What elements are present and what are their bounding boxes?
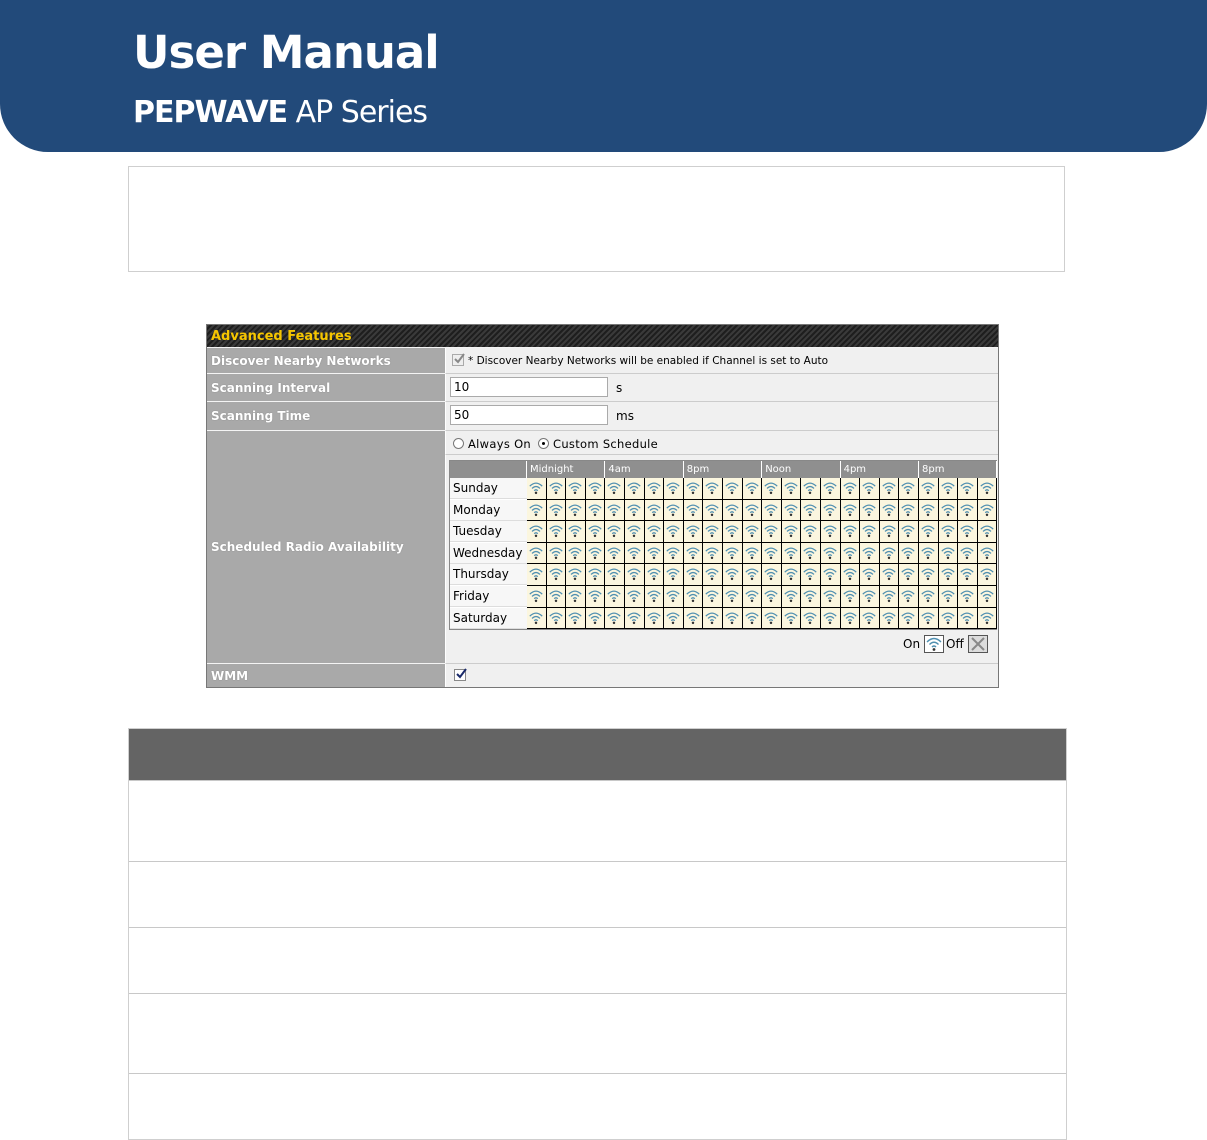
schedule-hour-cell[interactable] xyxy=(625,521,645,543)
schedule-hour-cell[interactable] xyxy=(625,608,645,630)
scanning-interval-input[interactable]: 10 xyxy=(450,377,608,397)
panel-header xyxy=(207,325,998,347)
schedule-hour-cell[interactable] xyxy=(586,543,606,565)
legend-on-label: On xyxy=(903,637,921,651)
schedule-hour-cell[interactable] xyxy=(664,521,684,543)
brand-name: PEPWAVE xyxy=(133,95,288,130)
schedule-hour-cell[interactable] xyxy=(762,500,782,522)
scanning-time-label: Scanning Time xyxy=(207,402,445,431)
schedule-hour-cell[interactable] xyxy=(664,543,684,565)
schedule-time-header: 8pm xyxy=(684,461,762,478)
schedule-hour-cell[interactable] xyxy=(723,564,743,586)
schedule-hour-cell[interactable] xyxy=(664,608,684,630)
schedule-hour-cell[interactable] xyxy=(939,586,959,608)
schedule-hour-cell[interactable] xyxy=(801,500,821,522)
schedule-hour-cell[interactable] xyxy=(645,608,665,630)
schedule-hour-cell[interactable] xyxy=(703,521,723,543)
schedule-hour-cell[interactable] xyxy=(547,521,567,543)
schedule-hour-cell[interactable] xyxy=(743,521,763,543)
schedule-hour-cell[interactable] xyxy=(899,586,919,608)
schedule-day-label: Monday xyxy=(450,500,527,521)
schedule-hour-cell[interactable] xyxy=(978,608,998,630)
schedule-hour-cell[interactable] xyxy=(899,521,919,543)
schedule-hour-cell[interactable] xyxy=(743,478,763,500)
schedule-hour-cell[interactable] xyxy=(860,564,880,586)
schedule-hour-cell[interactable] xyxy=(880,478,900,500)
schedule-hour-cell[interactable] xyxy=(527,500,547,522)
wmm-checkbox[interactable] xyxy=(454,669,466,681)
schedule-hour-cell[interactable] xyxy=(625,586,645,608)
schedule-hour-cell[interactable] xyxy=(821,478,841,500)
schedule-time-header: 4pm xyxy=(841,461,919,478)
schedule-hour-cell[interactable] xyxy=(860,521,880,543)
schedule-header-blank xyxy=(450,461,527,478)
schedule-hour-cell[interactable] xyxy=(821,500,841,522)
schedule-hour-cell[interactable] xyxy=(684,608,704,630)
discover-label: Discover Nearby Networks xyxy=(207,348,445,374)
schedule-hour-cell[interactable] xyxy=(801,543,821,565)
table-row xyxy=(129,780,1066,861)
schedule-hour-cell[interactable] xyxy=(547,564,567,586)
schedule-day-label: Saturday xyxy=(450,608,527,629)
schedule-hour-cell[interactable] xyxy=(703,478,723,500)
schedule-hour-cell[interactable] xyxy=(625,500,645,522)
schedule-hour-cell[interactable] xyxy=(919,521,939,543)
schedule-hour-cell[interactable] xyxy=(841,543,861,565)
scanning-interval-label: Scanning Interval xyxy=(207,374,445,402)
schedule-hour-cell[interactable] xyxy=(958,543,978,565)
schedule-hour-cell[interactable] xyxy=(586,586,606,608)
schedule-hour-cell[interactable] xyxy=(939,521,959,543)
schedule-hour-cell[interactable] xyxy=(821,521,841,543)
schedule-hour-cell[interactable] xyxy=(547,543,567,565)
schedule-hour-cell[interactable] xyxy=(978,521,998,543)
custom-schedule-radio[interactable] xyxy=(538,438,549,449)
table-row xyxy=(129,1073,1066,1139)
schedule-hour-cell[interactable] xyxy=(880,521,900,543)
schedule-hour-cell[interactable] xyxy=(605,543,625,565)
schedule-hour-cell[interactable] xyxy=(547,608,567,630)
schedule-hour-cell[interactable] xyxy=(566,564,586,586)
schedule-hour-cell[interactable] xyxy=(899,608,919,630)
description-table xyxy=(128,728,1067,1140)
schedule-hour-cell[interactable] xyxy=(723,543,743,565)
schedule-hour-cell[interactable] xyxy=(939,500,959,522)
manual-title: User Manual xyxy=(133,26,439,79)
discover-note: * Discover Nearby Networks will be enabled if Channel is set to Auto xyxy=(468,355,829,367)
schedule-hour-cell[interactable] xyxy=(939,543,959,565)
schedule-hour-cell[interactable] xyxy=(762,608,782,630)
advanced-features-panel xyxy=(206,324,999,688)
schedule-time-header: Midnight xyxy=(527,461,605,478)
schedule-day-label: Tuesday xyxy=(450,521,527,542)
schedule-hour-cell[interactable] xyxy=(880,586,900,608)
schedule-hour-cell[interactable] xyxy=(527,564,547,586)
schedule-hour-cell[interactable] xyxy=(782,521,802,543)
legend-on-icon xyxy=(924,635,944,653)
manual-subtitle xyxy=(133,95,427,130)
schedule-hour-cell[interactable] xyxy=(703,500,723,522)
table-row xyxy=(129,927,1066,993)
schedule-day-label: Friday xyxy=(450,586,527,607)
schedule-hour-cell[interactable] xyxy=(880,500,900,522)
schedule-hour-cell[interactable] xyxy=(743,608,763,630)
schedule-hour-cell[interactable] xyxy=(782,478,802,500)
schedule-hour-cell[interactable] xyxy=(723,608,743,630)
schedule-hour-cell[interactable] xyxy=(782,608,802,630)
schedule-hour-cell[interactable] xyxy=(801,478,821,500)
schedule-hour-cell[interactable] xyxy=(664,478,684,500)
schedule-hour-cell[interactable] xyxy=(821,586,841,608)
schedule-hour-cell[interactable] xyxy=(762,543,782,565)
schedule-hour-cell[interactable] xyxy=(723,478,743,500)
schedule-hour-cell[interactable] xyxy=(527,521,547,543)
schedule-hour-cell[interactable] xyxy=(723,521,743,543)
schedule-hour-cell[interactable] xyxy=(743,543,763,565)
schedule-hour-cell[interactable] xyxy=(899,543,919,565)
schedule-hour-cell[interactable] xyxy=(703,608,723,630)
schedule-hour-cell[interactable] xyxy=(566,521,586,543)
schedule-hour-cell[interactable] xyxy=(664,586,684,608)
schedule-hour-cell[interactable] xyxy=(978,586,998,608)
schedule-hour-cell[interactable] xyxy=(860,608,880,630)
schedule-hour-cell[interactable] xyxy=(821,608,841,630)
schedule-hour-cell[interactable] xyxy=(978,478,998,500)
table-row xyxy=(129,861,1066,927)
schedule-hour-cell[interactable] xyxy=(958,586,978,608)
legend-off-label: Off xyxy=(946,637,964,651)
schedule-hour-cell[interactable] xyxy=(703,543,723,565)
scanning-time-unit: ms xyxy=(616,409,634,423)
text-box xyxy=(128,166,1065,272)
schedule-time-header: 8pm xyxy=(919,461,997,478)
schedule-hour-cell[interactable] xyxy=(860,500,880,522)
schedule-hour-cell[interactable] xyxy=(605,564,625,586)
schedule-hour-cell[interactable] xyxy=(645,478,665,500)
schedule-hour-cell[interactable] xyxy=(782,586,802,608)
schedule-hour-cell[interactable] xyxy=(841,521,861,543)
schedule-hour-cell[interactable] xyxy=(841,500,861,522)
schedule-hour-cell[interactable] xyxy=(958,564,978,586)
schedule-hour-cell[interactable] xyxy=(605,500,625,522)
schedule-hour-cell[interactable] xyxy=(919,543,939,565)
schedule-hour-cell[interactable] xyxy=(664,500,684,522)
schedule-hour-cell[interactable] xyxy=(625,478,645,500)
schedule-hour-cell[interactable] xyxy=(919,608,939,630)
series-name: AP Series xyxy=(295,95,428,130)
legend-off-icon xyxy=(968,635,988,653)
schedule-hour-cell[interactable] xyxy=(899,564,919,586)
schedule-hour-cell[interactable] xyxy=(586,478,606,500)
scanning-interval-cell xyxy=(445,374,998,402)
schedule-hour-cell[interactable] xyxy=(566,608,586,630)
schedule-hour-cell[interactable] xyxy=(841,478,861,500)
schedule-hour-cell[interactable] xyxy=(860,543,880,565)
schedule-hour-cell[interactable] xyxy=(958,521,978,543)
schedule-time-header: 4am xyxy=(605,461,683,478)
always-on-radio[interactable] xyxy=(453,438,464,449)
schedule-hour-cell[interactable] xyxy=(782,564,802,586)
schedule-hour-cell[interactable] xyxy=(547,478,567,500)
schedule-hour-cell[interactable] xyxy=(801,608,821,630)
schedule-hour-cell[interactable] xyxy=(605,608,625,630)
schedule-hour-cell[interactable] xyxy=(880,543,900,565)
schedule-hour-cell[interactable] xyxy=(782,500,802,522)
schedule-hour-cell[interactable] xyxy=(684,543,704,565)
schedule-hour-cell[interactable] xyxy=(684,478,704,500)
schedule-hour-cell[interactable] xyxy=(566,543,586,565)
scanning-time-input[interactable]: 50 xyxy=(450,405,608,425)
schedule-hour-cell[interactable] xyxy=(625,564,645,586)
schedule-hour-cell[interactable] xyxy=(841,586,861,608)
schedule-hour-cell[interactable] xyxy=(566,478,586,500)
schedule-hour-cell[interactable] xyxy=(703,564,723,586)
schedule-hour-cell[interactable] xyxy=(919,564,939,586)
schedule-label: Scheduled Radio Availability xyxy=(207,431,445,664)
schedule-hour-cell[interactable] xyxy=(919,500,939,522)
schedule-hour-cell[interactable] xyxy=(841,608,861,630)
schedule-hour-cell[interactable] xyxy=(978,543,998,565)
schedule-grid xyxy=(449,460,997,630)
schedule-hour-cell[interactable] xyxy=(645,500,665,522)
schedule-hour-cell[interactable] xyxy=(605,586,625,608)
always-on-label: Always On xyxy=(468,437,532,451)
schedule-hour-cell[interactable] xyxy=(958,500,978,522)
discover-cell xyxy=(445,348,998,374)
schedule-hour-cell[interactable] xyxy=(782,543,802,565)
schedule-hour-cell[interactable] xyxy=(566,586,586,608)
schedule-hour-cell[interactable] xyxy=(566,500,586,522)
schedule-hour-cell[interactable] xyxy=(743,564,763,586)
schedule-hour-cell[interactable] xyxy=(527,543,547,565)
schedule-hour-cell[interactable] xyxy=(605,478,625,500)
panel-title: Advanced Features xyxy=(211,329,352,344)
discover-checkbox[interactable] xyxy=(452,354,464,366)
schedule-hour-cell[interactable] xyxy=(958,478,978,500)
schedule-hour-cell[interactable] xyxy=(762,586,782,608)
custom-schedule-label: Custom Schedule xyxy=(553,437,659,451)
wmm-cell xyxy=(445,664,998,687)
schedule-time-header: Noon xyxy=(762,461,840,478)
schedule-hour-cell[interactable] xyxy=(880,564,900,586)
wmm-label: WMM xyxy=(207,664,445,687)
schedule-day-label: Wednesday xyxy=(450,543,527,564)
schedule-hour-cell[interactable] xyxy=(919,586,939,608)
schedule-hour-cell[interactable] xyxy=(801,586,821,608)
schedule-hour-cell[interactable] xyxy=(860,478,880,500)
schedule-hour-cell[interactable] xyxy=(586,521,606,543)
schedule-hour-cell[interactable] xyxy=(958,608,978,630)
description-table-header xyxy=(129,729,1066,780)
schedule-hour-cell[interactable] xyxy=(939,608,959,630)
schedule-hour-cell[interactable] xyxy=(586,608,606,630)
schedule-hour-cell[interactable] xyxy=(547,586,567,608)
schedule-hour-cell[interactable] xyxy=(645,521,665,543)
schedule-hour-cell[interactable] xyxy=(880,608,900,630)
schedule-hour-cell[interactable] xyxy=(703,586,723,608)
schedule-hour-cell[interactable] xyxy=(978,500,998,522)
schedule-hour-cell[interactable] xyxy=(939,564,959,586)
schedule-hour-cell[interactable] xyxy=(527,608,547,630)
schedule-hour-cell[interactable] xyxy=(684,586,704,608)
schedule-hour-cell[interactable] xyxy=(684,521,704,543)
schedule-hour-cell[interactable] xyxy=(743,586,763,608)
schedule-hour-cell[interactable] xyxy=(645,586,665,608)
schedule-hour-cell[interactable] xyxy=(978,564,998,586)
schedule-hour-cell[interactable] xyxy=(625,543,645,565)
schedule-hour-cell[interactable] xyxy=(664,564,684,586)
schedule-hour-cell[interactable] xyxy=(821,543,841,565)
scanning-time-cell xyxy=(445,402,998,431)
schedule-hour-cell[interactable] xyxy=(841,564,861,586)
schedule-hour-cell[interactable] xyxy=(743,500,763,522)
schedule-hour-cell[interactable] xyxy=(919,478,939,500)
schedule-hour-cell[interactable] xyxy=(801,521,821,543)
schedule-hour-cell[interactable] xyxy=(899,478,919,500)
schedule-hour-cell[interactable] xyxy=(586,564,606,586)
schedule-hour-cell[interactable] xyxy=(586,500,606,522)
schedule-hour-cell[interactable] xyxy=(684,564,704,586)
schedule-hour-cell[interactable] xyxy=(645,543,665,565)
schedule-hour-cell[interactable] xyxy=(684,500,704,522)
schedule-hour-cell[interactable] xyxy=(762,478,782,500)
schedule-hour-cell[interactable] xyxy=(645,564,665,586)
schedule-hour-cell[interactable] xyxy=(547,500,567,522)
schedule-hour-cell[interactable] xyxy=(939,478,959,500)
schedule-hour-cell[interactable] xyxy=(723,586,743,608)
schedule-hour-cell[interactable] xyxy=(762,521,782,543)
schedule-day-label: Thursday xyxy=(450,564,527,585)
schedule-day-label: Sunday xyxy=(450,478,527,499)
manual-banner xyxy=(0,0,1207,152)
schedule-mode-cell xyxy=(445,431,998,455)
schedule-hour-cell[interactable] xyxy=(723,500,743,522)
schedule-hour-cell[interactable] xyxy=(821,564,841,586)
table-row xyxy=(129,993,1066,1073)
schedule-hour-cell[interactable] xyxy=(899,500,919,522)
schedule-hour-cell[interactable] xyxy=(801,564,821,586)
schedule-hour-cell[interactable] xyxy=(527,478,547,500)
schedule-hour-cell[interactable] xyxy=(527,586,547,608)
schedule-hour-cell[interactable] xyxy=(605,521,625,543)
schedule-hour-cell[interactable] xyxy=(860,586,880,608)
schedule-hour-cell[interactable] xyxy=(762,564,782,586)
scanning-interval-unit: s xyxy=(616,381,623,395)
